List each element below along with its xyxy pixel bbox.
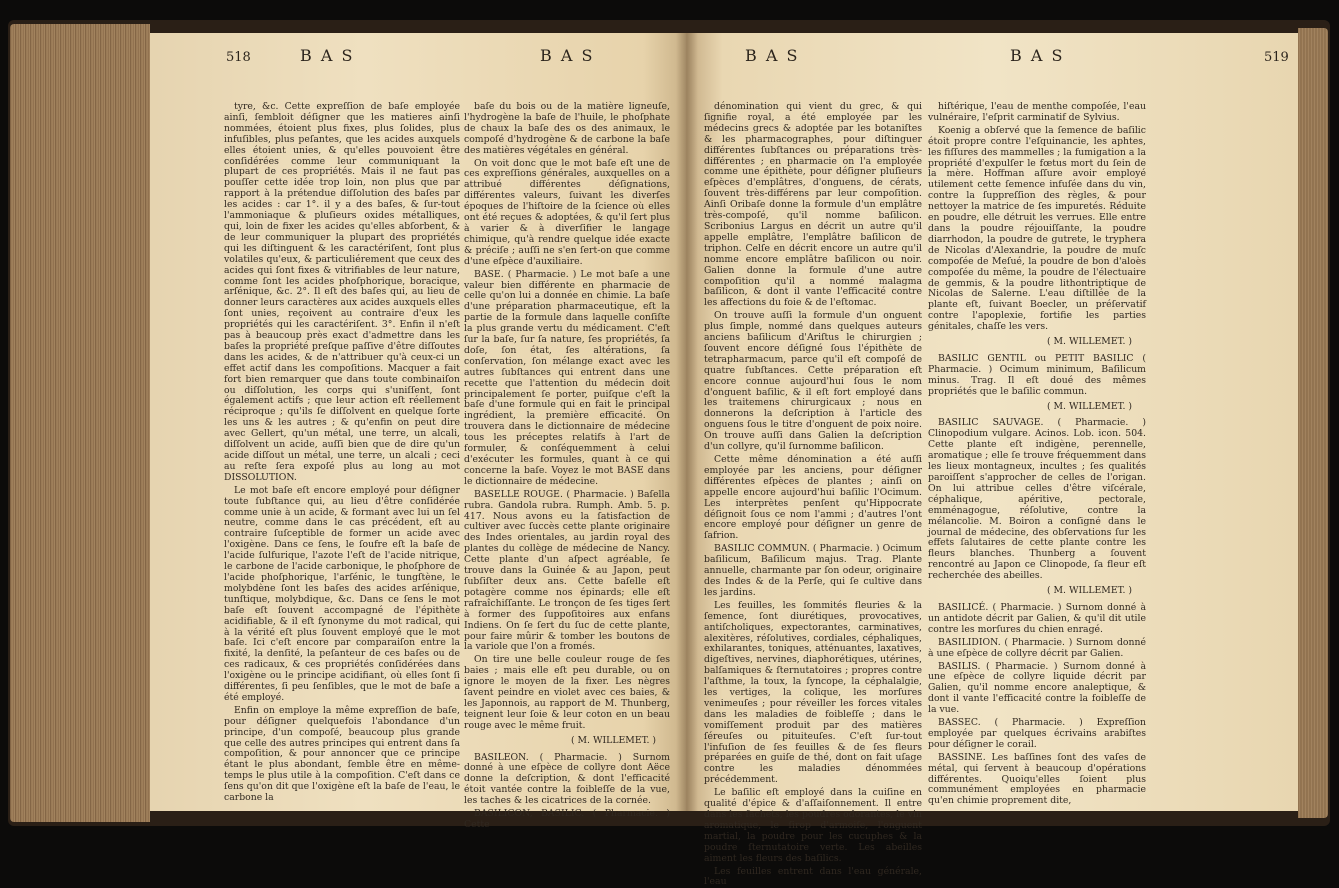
paragraph: Les feuilles, les ſommités fleuries & la ſemence, ſont diurétiques, provocatives, antiſcholiques, expectorantes, carminatives, alexitères, réſolutives, cordiales, céphaliques, exhilarantes, toniques, atténuantes, laxatives, digeſtives, nervines, diaphorétiques, utérines, balſamiques & ſternutatoires ; propres contre l'aſthme, la toux, la ſyncope, la céphalalgie, les vertiges, la colique, les morſures venimeuſes ; pour réveiller les forces vitales dans les maladies de foibleſſe ; dans le vomiſſement produit par des matières ſéreuſes ou pituiteuſes. C'eſt ſur-tout l'infuſion de ſes feuilles & de ſes fleurs préparées en guiſe de thé, dont on fait uſage contre les maladies dénommées précédemment. [704, 599, 922, 786]
book-gutter [676, 33, 698, 811]
left-page-column-1 [224, 102, 460, 802]
entry-basileon: BASILEON. ( Pharmacie. ) Surnom donné à une eſpèce de collyre dont Aëce donne la deſcription, & dont l'efficacité étoit vantée contre la foibleſſe de la vue, les taches & les cicatrices de la cornée. [464, 751, 670, 807]
paragraph: Enfin on employe la même expreſſion de baſe, pour déſigner quelquefois l'abondance d'un principe, d'un compoſé, beaucoup plus grande que celle des autres principes qui entrent dans ſa compoſition, & pour annoncer que ce principe étant le plus abondant, ſemble être en même-temps le plus utile à la compoſition. C'eſt dans ce ſens qu'on dit que l'oxigène eſt la baſe de l'eau, le carbone la [224, 704, 460, 804]
entry-base-pharmacie: BASE. ( Pharmacie. ) Le mot baſe a une valeur bien différente en pharmacie de celle qu'on lui a donnée en chimie. La baſe d'une préparation pharmaceutique, eſt la partie de la formule dans laquelle conſiſte la plus grande vertu du médicament. C'eſt ſur la baſe, ſur ſa nature, ſes propriétés, ſa doſe, ſon état, ſes altérations, ſa conſervation, ſon mélange exact avec les autres ſubſtances qui entrent dans une recette que l'attention du médecin doit principalement ſe porter, puiſque c'eſt la baſe d'une formule qui en fait le principal ingrédient, la première efficacité. On trouvera dans le dictionnaire de médecine tous les préceptes relatifs à l'art de formuler, & conſéquemment à celui d'exécuter les formules, quant à ce qui concerne la baſe. Voyez le mot BASE dans le dictionnaire de médecine. [464, 268, 670, 487]
left-running-head-2: B A S [540, 46, 595, 65]
paragraph: Le mot baſe eſt encore employé pour déſigner toute ſubſtance qui, au lieu d'être conſidérée comme unie à un acide, & formant avec lui un ſel neutre, comme dans le cas précédent, eſt au contraire ſuſceptible de former un acide avec l'oxigène. Dans ce ſens, le ſoufre eſt la baſe de l'acide ſulfurique, l'azote l'eſt de l'acide nitrique, le carbone de l'acide carbonique, le phoſphore de l'acide phoſphorique, l'arſénic, le tungſtène, le molybdène ſont les baſes des acides arſénique, tunſtique, molybdique, &c. Dans ce ſens le mot baſe eſt ſouvent accompagné de l'épithète acidifiable, & il eſt ſynonyme du mot radical, qui à la vérité eſt plus ſouvent employé que le mot baſe. Ici c'eſt encore par comparaiſon entre la fixité, la denſité, la peſanteur de ces baſes ou de ces radicaux, & ces propriétés conſidérées dans l'oxigène ou le principe acidifiant, où elles ſont ſi différentes, ſi peu ſenſibles, que le mot de baſe a été employé. [224, 484, 460, 703]
paragraph: On trouve auſſi la formule d'un onguent plus ſimple, nommé dans quelques auteurs anciens baſilicum d'Ariſtus le chirurgien ; ſouvent encore déſigné ſous l'épithète de tetrapharmacum, parce qu'il eſt compoſé de quatre ſubſtances. Cette préparation eſt encore connue aujourd'hui ſous le nom d'onguent baſilic, & il eſt fort employé dans les traitemens chirurgicaux ; nous en donnerons la deſcription à l'article des onguens ſous le titre d'onguent de poix noire. On trouve auſſi dans Galien la deſcription d'un collyre, qu'il ſurnomme baſilicon. [704, 310, 922, 453]
author-signature: ( M. WILLEMET. ) [1046, 400, 1132, 412]
entry-basilic-gentil: BASILIC GENTIL ou PETIT BASILIC ( Pharmacie. ) Ocimum minimum, Baſilicum minus. Trag. Il eſt doué des mêmes propriétés que le baſilic commun. [928, 352, 1146, 397]
left-page-column-2 [464, 101, 670, 830]
entry-basilicon: BASILICON, BASILIC. ( Pharmacie. ) Cette [464, 808, 670, 830]
entry-basilice: BASILICÉ. ( Pharmacie. ) Surnom donné à un antidote décrit par Galien, & qu'il dit utile contre les morſures du chien enragé. [928, 601, 1146, 635]
entry-basilic-sauvage: BASILIC SAUVAGE. ( Pharmacie. ) Clinopodium vulgare. Acinos. Lob. icon. 504. Cette plante eſt indigène, perennelle, aromatique ; elle ſe trouve fréquemment dans les lieux montagneux, incultes ; ſes qualités paroiſſent s'approcher de celles de l'origan. On lui attribue celles d'être viſcérale, céphalique, apéritive, pectorale, emménagogue, réſolutive, contre la mélancolie. M. Boiron a conſigné dans le journal de médecine, des obſervations ſur les effets ſalutaires de cette plante contre les fleurs blanches. Thunberg a ſouvent rencontré au Japon ce Clinopode, ſa fleur eſt recherchée des abeilles. [928, 417, 1146, 582]
right-page-column-1 [704, 101, 922, 888]
left-running-head-1: B A S [300, 46, 355, 65]
entry-basilic-commun: BASILIC COMMUN. ( Pharmacie. ) Ocimum baſilicum, Baſilicum majus. Trag. Plante annuelle, charmante par ſon odeur, originaire des Indes & de la Perſe, qui ſe cultive dans les jardins. [704, 543, 922, 598]
right-page-number: 519 [1264, 50, 1289, 65]
author-signature: ( M. WILLEMET. ) [1046, 585, 1132, 597]
paragraph: Cette même dénomination a été auſſi employée par les anciens, pour déſigner différentes eſpèces de plantes ; ainſi on appelle encore aujourd'hui baſilic l'Ocimum. Les interprètes penſent qu'Hippocrate déſignoit ſous ce nom l'ammi ; d'autres l'ont encore employé pour déſigner un genre de ſafrion. [704, 454, 922, 542]
paragraph: Koenig a obſervé que la ſemence de baſilic étoit propre contre l'eſquinancie, les aphtes, les fiſſures des mammelles ; la fumigation a la propriété d'expulſer le fœtus mort du ſein de la mère. Hoffman aſſure avoir employé utilement cette ſemence infuſée dans du vin, contre la ſuppreſſion des règles, & pour nettoyer la matrice de ſes impuretés. Réduite en poudre, elle détruit les verrues. Elle entre dans la poudre réjouiſſante, la poudre diarrhodon, la poudre de gutrete, le tryphera de Nicolas d'Alexandrie, la poudre de muſc compoſée de Meſué, la poudre de bon d'aloès compoſée du même, la poudre de l'électuaire de gemmis, & la poudre lithontriptique de Nicolas de Salerne. L'eau diſtillée de la plante eſt, ſuivant Boecler, un préſervatif contre l'apoplexie, fortifie les parties génitales, chaſſe les vers. [928, 124, 1146, 333]
left-page-number: 518 [226, 50, 251, 65]
paragraph: baſe du bois ou de la matière ligneuſe, l'hydrogène la baſe de l'huile, le phoſphate de chaux la baſe des os des animaux, le compoſé d'hydrogène & de carbone la baſe des matières végétales en général. [464, 101, 670, 156]
right-page-column-2 [928, 101, 1146, 807]
author-signature: ( M. WILLEMET. ) [1046, 336, 1132, 348]
entry-bassine: BASSINE. Les baſſines ſont des vaſes de métal, qui ſervent à beaucoup d'opérations différentes. Quoiqu'elles ſoient plus communément employées en pharmacie qu'en chimie proprement dite, [928, 751, 1146, 807]
entry-basilidion: BASILIDION. ( Pharmacie. ) Surnom donné à une eſpèce de collyre décrit par Galien. [928, 636, 1146, 659]
page-edges-left [10, 24, 150, 822]
paragraph: hiſtérique, l'eau de menthe compoſée, l'eau vulnéraire, l'eſprit carminatif de Sylvius. [928, 101, 1146, 123]
entry-bassec: BASSEC. ( Pharmacie. ) Expreſſion employée par quelques écrivains arabiſtes pour déſigner le corail. [928, 717, 1146, 750]
author-signature: ( M. WILLEMET. ) [570, 734, 656, 746]
page-edges-right [1298, 28, 1328, 818]
paragraph: Les feuilles entrent dans l'eau générale, l'eau [704, 865, 922, 888]
paragraph: Le baſilic eſt employé dans la cuiſine en qualité d'épice & d'aſſaiſonnement. Il entre dans les ſachets, les poudres odorantes, le vin aromatique, le ſirop d'armoiſe, l'onguent martial, la poudre pour les cucuphes & la poudre ſternutatoire verte. Les abeilles aiment les fleurs des baſilics. [704, 787, 922, 864]
paragraph: On tire une belle couleur rouge de ſes baies ; mais elle eſt peu durable, ou on ignore le moyen de la fixer. Les nègres ſavent peindre en violet avec ces baies, & les Japonnois, au rapport de M. Thunberg, teignent leur ſoie & leur coton en un beau rouge avec le même fruit. [464, 654, 670, 731]
paragraph: tyre, &c. Cette expreſſion de baſe employée ainſi, ſembloit déſigner que les matieres ainſi nommées, étoient plus fixes, plus ſolides, plus infuſibles, plus peſantes, que les acides auxquels elles étoient unies, & qu'elles pouvoient être conſidérées comme leur communiquant la plupart de ces propriétés. Mais il ne faut pas pouſſer cette idée trop loin, non plus que par rapport à la prétendue diſſolution des baſes par les acides : car 1°. il y a des baſes, & ſur-tout l'ammoniaque & pluſieurs oxides métalliques, qui, loin de fixer les acides qu'elles abſorbent, & de leur communiquer la plupart des propriétés qui les diſtinguent & les caractériſent, ſont plus volatiles qu'eux, & particuliérement que ceux des acides qui ſont fixes & vitrifiables de leur nature, comme ſont les acides phoſphorique, boracique, arſénique, &c. 2°. Il eſt des baſes qui, au lieu de donner leurs caractères aux acides auxquels elles ſont unies, reçoivent au contraire d'eux les propriétés qui les caractériſent. 3°. Enfin il n'eſt pas à beaucoup près exact d'admettre dans les baſes la propriété preſque paſſive d'être diſſoutes dans les acides, & de n'attribuer qu'à ceux-ci un effet actif dans les compoſitions. Macquer a fait fort bien remarquer que dans toute combinaiſon ou diſſolution, les corps qui s'uniſſent, ſont également actifs ; que leur action eſt réellement réciproque ; qu'ils ſe diſſolvent en quelque ſorte les uns & les autres ; & qu'enfin on peut dire avec Gellert, qu'un métal, une terre, un alcali, diſſolvent un acide, auſſi bien que de dire qu'un acide diſſout un métal, une terre, un alcali ; ceci au reſte ſera expoſé plus au long au mot DISSOLUTION. [224, 101, 460, 483]
paragraph: On voit donc que le mot baſe eſt une de ces expreſſions générales, auxquelles on a attribué différentes déſignations, différentes valeurs, ſuivant les diverſes époques de l'hiſtoire de la ſcience où elles ont été reçues & adoptées, & qu'il ſert plus à varier & à diverſifier le langage chimique, qu'à rendre quelque idée exacte & préciſe ; auſſi ne s'en ſert-on que comme d'une eſpèce d'auxiliaire. [464, 157, 670, 267]
right-running-head-1: B A S [745, 46, 800, 65]
paragraph: dénomination qui vient du grec, & qui ſignifie royal, a été employée par les médecins grecs & adoptée par les botaniſtes & les pharmacographes, pour diſtinguer différentes ſubſtances ou préparations très-différentes ; en pharmacie on l'a employée comme une épithète, pour déſigner pluſieurs eſpèces d'emplâtres, d'onguens, de cérats, ſouvent très-différens par leur compoſition. Ainſi Oribaſe donne la formule d'un emplâtre très-compoſé, qu'il nomme baſilicon. Scribonius Largus en décrit un autre qu'il appelle emplâtre, l'emplâtre baſilicon de triphon. Celſe en décrit encore un autre qu'il nomme encore emplâtre baſilicon ou noir. Galien donne la formule d'une autre compoſition qu'il a nommé malagma baſilicon, & dont il vante l'efficacité contre les affections du foie & de l'eſtomac. [704, 101, 922, 309]
entry-baselle-rouge: BASELLE ROUGE. ( Pharmacie. ) Baſella rubra. Gandola rubra. Rumph. Amb. 5. p. 417. Nous avons eu la ſatisfaction de cultiver avec ſuccès cette plante originaire des Indes orientales, au jardin royal des plantes du collège de médecine de Nancy. Cette plante d'un aſpect agréable, ſe trouve dans la Guinée & au Japon, peut ſubſiſter deux ans. Cette baſelle eſt potagère comme nos épinards; elle eſt rafraîchiſſante. Le tronçon de ſes tiges ſert à former des ſuppoſitoires aux enfans Indiens. On ſe ſert du ſuc de cette plante, pour faire mûrir & tomber les boutons de la variole que l'on a fromés. [464, 488, 670, 653]
right-running-head-2: B A S [1010, 46, 1065, 65]
entry-basilis: BASILIS. ( Pharmacie. ) Surnom donné à une eſpèce de collyre liquide décrit par Galien, qu'il nomme encore analeptique, & dont il vante l'efficacité contre la foibleſſe de la vue. [928, 660, 1146, 716]
